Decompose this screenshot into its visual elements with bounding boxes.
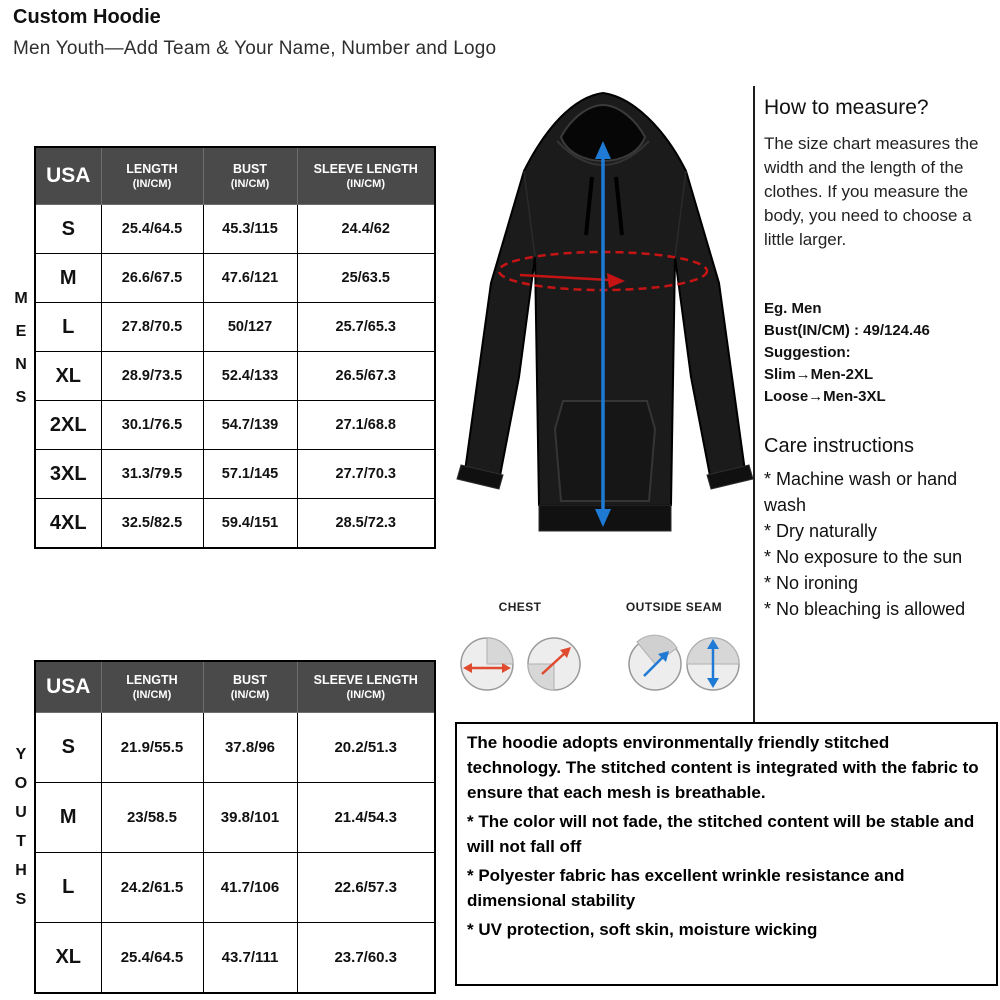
size-cell: L bbox=[35, 303, 101, 352]
length-cell: 21.9/55.5 bbox=[101, 713, 203, 783]
length-cell: 30.1/76.5 bbox=[101, 401, 203, 450]
header-bust: BUST (IN/CM) bbox=[203, 661, 297, 713]
length-cell: 25.4/64.5 bbox=[101, 923, 203, 994]
bust-cell: 54.7/139 bbox=[203, 401, 297, 450]
chest-flat-icon bbox=[461, 638, 513, 690]
description-intro: The hoodie adopts environmentally friendly stitched technology. The stitched content is integrated with the fabric to ensure that each mesh is breathable. bbox=[467, 733, 979, 802]
chest-label: CHEST bbox=[498, 600, 542, 614]
size-cell: M bbox=[35, 783, 101, 853]
length-cell: 27.8/70.5 bbox=[101, 303, 203, 352]
size-cell: L bbox=[35, 853, 101, 923]
size-cell: 3XL bbox=[35, 450, 101, 499]
vertical-divider bbox=[753, 86, 755, 722]
hoodie-illustration bbox=[445, 85, 765, 595]
youths-header-row bbox=[35, 661, 435, 713]
page-header bbox=[13, 6, 496, 60]
size-cell: M bbox=[35, 254, 101, 303]
description-bullet: * UV protection, soft skin, moisture wicking bbox=[467, 920, 818, 939]
sleeve-cell: 23.7/60.3 bbox=[297, 923, 435, 994]
table-row bbox=[35, 713, 435, 783]
table-row bbox=[35, 303, 435, 352]
care-item: * No ironing bbox=[764, 573, 859, 593]
length-cell: 25.4/64.5 bbox=[101, 205, 203, 254]
sleeve-cell: 27.1/68.8 bbox=[297, 401, 435, 450]
length-cell: 23/58.5 bbox=[101, 783, 203, 853]
sleeve-cell: 27.7/70.3 bbox=[297, 450, 435, 499]
header-sleeve-length: SLEEVE LENGTH (IN/CM) bbox=[297, 661, 435, 713]
measurement-icons-svg bbox=[440, 628, 760, 700]
table-row bbox=[35, 853, 435, 923]
sleeve-cell: 21.4/54.3 bbox=[297, 783, 435, 853]
example-line: Bust(IN/CM) : 49/124.46 bbox=[764, 322, 930, 339]
table-row bbox=[35, 783, 435, 853]
table-row bbox=[35, 254, 435, 303]
seam-vertical-icon bbox=[687, 638, 739, 690]
size-cell: 2XL bbox=[35, 401, 101, 450]
bust-cell: 45.3/115 bbox=[203, 205, 297, 254]
size-cell: S bbox=[35, 713, 101, 783]
how-to-measure-panel bbox=[764, 96, 996, 622]
header-length: LENGTH (IN/CM) bbox=[101, 147, 203, 205]
mens-header-row bbox=[35, 147, 435, 205]
mens-side-label: M E N S bbox=[14, 289, 28, 406]
care-instructions-title: Care instructions bbox=[764, 435, 915, 457]
bust-cell: 41.7/106 bbox=[203, 853, 297, 923]
size-example-block bbox=[764, 298, 996, 408]
youths-side-label: Y O U T H S bbox=[14, 746, 28, 908]
size-cell: 4XL bbox=[35, 499, 101, 549]
sleeve-cell: 25.7/65.3 bbox=[297, 303, 435, 352]
bust-cell: 50/127 bbox=[203, 303, 297, 352]
table-row bbox=[35, 923, 435, 994]
care-instructions-list bbox=[764, 466, 996, 622]
length-cell: 31.3/79.5 bbox=[101, 450, 203, 499]
header-usa: USA bbox=[35, 661, 101, 713]
bust-cell: 59.4/151 bbox=[203, 499, 297, 549]
header-bust: BUST (IN/CM) bbox=[203, 147, 297, 205]
length-cell: 28.9/73.5 bbox=[101, 352, 203, 401]
description-bullet: * The color will not fade, the stitched content will be stable and will not fall off bbox=[467, 812, 975, 856]
example-line: Loose→Men-3XL bbox=[764, 388, 886, 405]
seam-fold-icon bbox=[629, 635, 681, 690]
example-line: Suggestion: bbox=[764, 344, 851, 361]
care-item: * No bleaching is allowed bbox=[764, 599, 966, 619]
measurement-icons bbox=[440, 628, 760, 700]
header-length: LENGTH (IN/CM) bbox=[101, 661, 203, 713]
length-cell: 32.5/82.5 bbox=[101, 499, 203, 549]
size-cell: XL bbox=[35, 923, 101, 994]
hoodie-image bbox=[445, 85, 765, 595]
product-description-box bbox=[455, 722, 998, 986]
care-item: * Machine wash or hand wash bbox=[764, 469, 958, 515]
sleeve-cell: 26.5/67.3 bbox=[297, 352, 435, 401]
header-usa: USA bbox=[35, 147, 101, 205]
sleeve-cell: 20.2/51.3 bbox=[297, 713, 435, 783]
outside-seam-label: OUTSIDE SEAM bbox=[625, 600, 723, 614]
size-cell: XL bbox=[35, 352, 101, 401]
table-row bbox=[35, 205, 435, 254]
page-subtitle: Men Youth—Add Team & Your Name, Number and Logo bbox=[13, 38, 497, 59]
description-bullet: * Polyester fabric has excellent wrinkle resistance and dimensional stability bbox=[467, 866, 905, 910]
care-item: * No exposure to the sun bbox=[764, 547, 963, 567]
table-row bbox=[35, 352, 435, 401]
sleeve-cell: 22.6/57.3 bbox=[297, 853, 435, 923]
how-to-measure-title: How to measure? bbox=[764, 96, 929, 119]
chest-fold-icon bbox=[528, 638, 580, 690]
bust-cell: 37.8/96 bbox=[203, 713, 297, 783]
size-cell: S bbox=[35, 205, 101, 254]
header-sleeve-length: SLEEVE LENGTH (IN/CM) bbox=[297, 147, 435, 205]
how-to-measure-body: The size chart measures the width and the length of the clothes. If you measure the body, you need to choose a little larger. bbox=[764, 134, 979, 249]
example-line: Slim→Men-2XL bbox=[764, 366, 874, 383]
sleeve-cell: 24.4/62 bbox=[297, 205, 435, 254]
care-item: * Dry naturally bbox=[764, 521, 878, 541]
page-title: Custom Hoodie bbox=[13, 6, 161, 28]
sleeve-cell: 25/63.5 bbox=[297, 254, 435, 303]
table-row bbox=[35, 401, 435, 450]
example-line: Eg. Men bbox=[764, 300, 822, 317]
mens-size-table bbox=[8, 146, 436, 549]
table-row bbox=[35, 499, 435, 549]
bust-cell: 52.4/133 bbox=[203, 352, 297, 401]
length-cell: 26.6/67.5 bbox=[101, 254, 203, 303]
bust-cell: 47.6/121 bbox=[203, 254, 297, 303]
table-row bbox=[35, 450, 435, 499]
length-cell: 24.2/61.5 bbox=[101, 853, 203, 923]
bust-cell: 57.1/145 bbox=[203, 450, 297, 499]
sleeve-cell: 28.5/72.3 bbox=[297, 499, 435, 549]
bust-cell: 39.8/101 bbox=[203, 783, 297, 853]
youths-size-table bbox=[8, 660, 436, 994]
bust-cell: 43.7/111 bbox=[203, 923, 297, 994]
